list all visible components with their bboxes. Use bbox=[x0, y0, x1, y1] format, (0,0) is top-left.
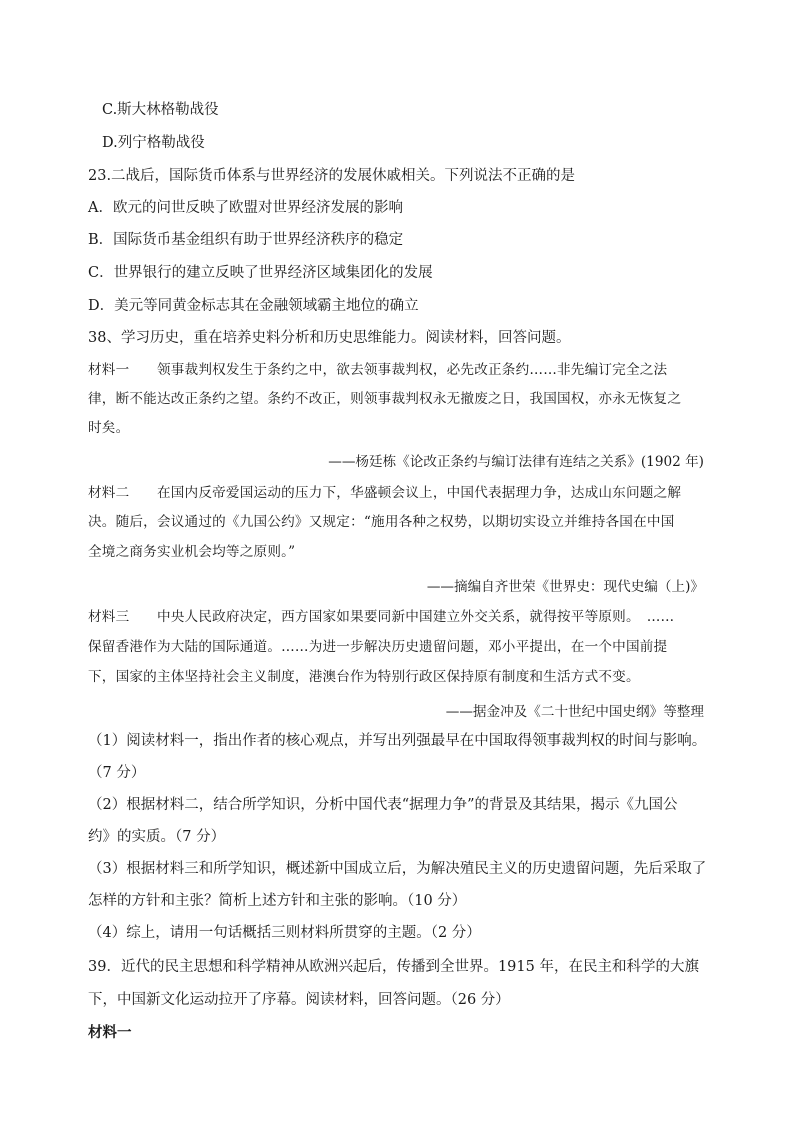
q22-option-c: C.斯大林格勒战役 bbox=[102, 102, 219, 118]
q38-material1-line: 材料一 领事裁判权发生于条约之中，欲去领事裁判权，必先改正条约……非先编订完全之法 bbox=[88, 362, 668, 378]
q38-material3-source: ——据金冲及《二十世纪中国史纲》等整理 bbox=[445, 704, 704, 720]
q38-stem: 38、学习历史，重在培养史料分析和历史思维能力。阅读材料，回答问题。 bbox=[88, 330, 571, 346]
q38-subquestion-3-cont: 怎样的方针和主张？简析上述方针和主张的影响。（10 分） bbox=[88, 893, 467, 909]
q22-option-d: D.列宁格勒战役 bbox=[102, 135, 205, 151]
q38-subquestion-1: （1）阅读材料一，指出作者的核心观点，并写出列强最早在中国取得领事裁判权的时间与影响。 bbox=[88, 733, 707, 749]
q38-material3-line: 保留香港作为大陆的国际通道。……为进一步解决历史遗留问题，邓小平提出，在一个中国前提 bbox=[88, 639, 668, 655]
q23-option-a: A．欧元的问世反映了欧盟对世界经济发展的影响 bbox=[88, 200, 403, 216]
q39-material1-label: 材料一 bbox=[88, 1024, 132, 1041]
q38-material2-line: 决。随后，会议通过的《九国公约》又规定：“施用各种之权势，以期切实设立并维持各国在中国 bbox=[88, 514, 675, 530]
q23-option-b: B．国际货币基金组织有助于世界经济秩序的稳定 bbox=[88, 232, 404, 248]
q38-material1-source: ——杨廷栋《论改正条约与编订法律有连结之关系》(1902 年) bbox=[328, 454, 704, 470]
q23-option-d: D．美元等同黄金标志其在金融领域霸主地位的确立 bbox=[88, 298, 419, 314]
q38-material2-source: ——摘编自齐世荣《世界史：现代史编（上)》 bbox=[426, 579, 704, 595]
q38-material2-line: 材料二 在国内反帝爱国运动的压力下，华盛顿会议上，中国代表据理力争，达成山东问题之解 bbox=[88, 485, 682, 501]
q38-material1-line: 律，断不能达改正条约之望。条约不改正，则领事裁判权永无撤废之日，我国国权，亦永无恢复之 bbox=[88, 391, 682, 407]
q38-subquestion-1-score: （7 分） bbox=[88, 765, 146, 781]
q38-material2-line: 全境之商务实业机会均等之原则。” bbox=[88, 544, 296, 560]
q38-subquestion-4: （4）综上，请用一句话概括三则材料所贯穿的主题。（2 分） bbox=[88, 925, 481, 941]
q38-material1-line: 时矣。 bbox=[88, 420, 130, 436]
q39-stem: 39．近代的民主思想和科学精神从欧洲兴起后，传播到全世界。1915 年，在民主和科学的大旗 bbox=[88, 959, 699, 975]
q23-stem: 23.二战后，国际货币体系与世界经济的发展休戚相关。下列说法不正确的是 bbox=[88, 168, 576, 184]
q38-subquestion-2: （2）根据材料二，结合所学知识，分析中国代表“据理力争”的背景及其结果，揭示《九国公 bbox=[88, 797, 678, 813]
q23-option-c: C．世界银行的建立反映了世界经济区域集团化的发展 bbox=[88, 265, 433, 281]
q39-stem-cont: 下，中国新文化运动拉开了序幕。阅读材料，回答问题。（26 分） bbox=[88, 992, 510, 1008]
q38-subquestion-2-cont: 约》的实质。（7 分） bbox=[88, 829, 226, 845]
q38-subquestion-3: （3）根据材料三和所学知识，概述新中国成立后，为解决殖民主义的历史遗留问题，先后采取了 bbox=[88, 861, 707, 877]
q38-material3-line: 下，国家的主体坚持社会主义制度，港澳台作为特别行政区保持原有制度和生活方式不变。 bbox=[88, 669, 640, 685]
q38-material3-line: 材料三 中央人民政府决定，西方国家如果要同新中国建立外交关系，就得按平等原则。 …… bbox=[88, 609, 675, 625]
